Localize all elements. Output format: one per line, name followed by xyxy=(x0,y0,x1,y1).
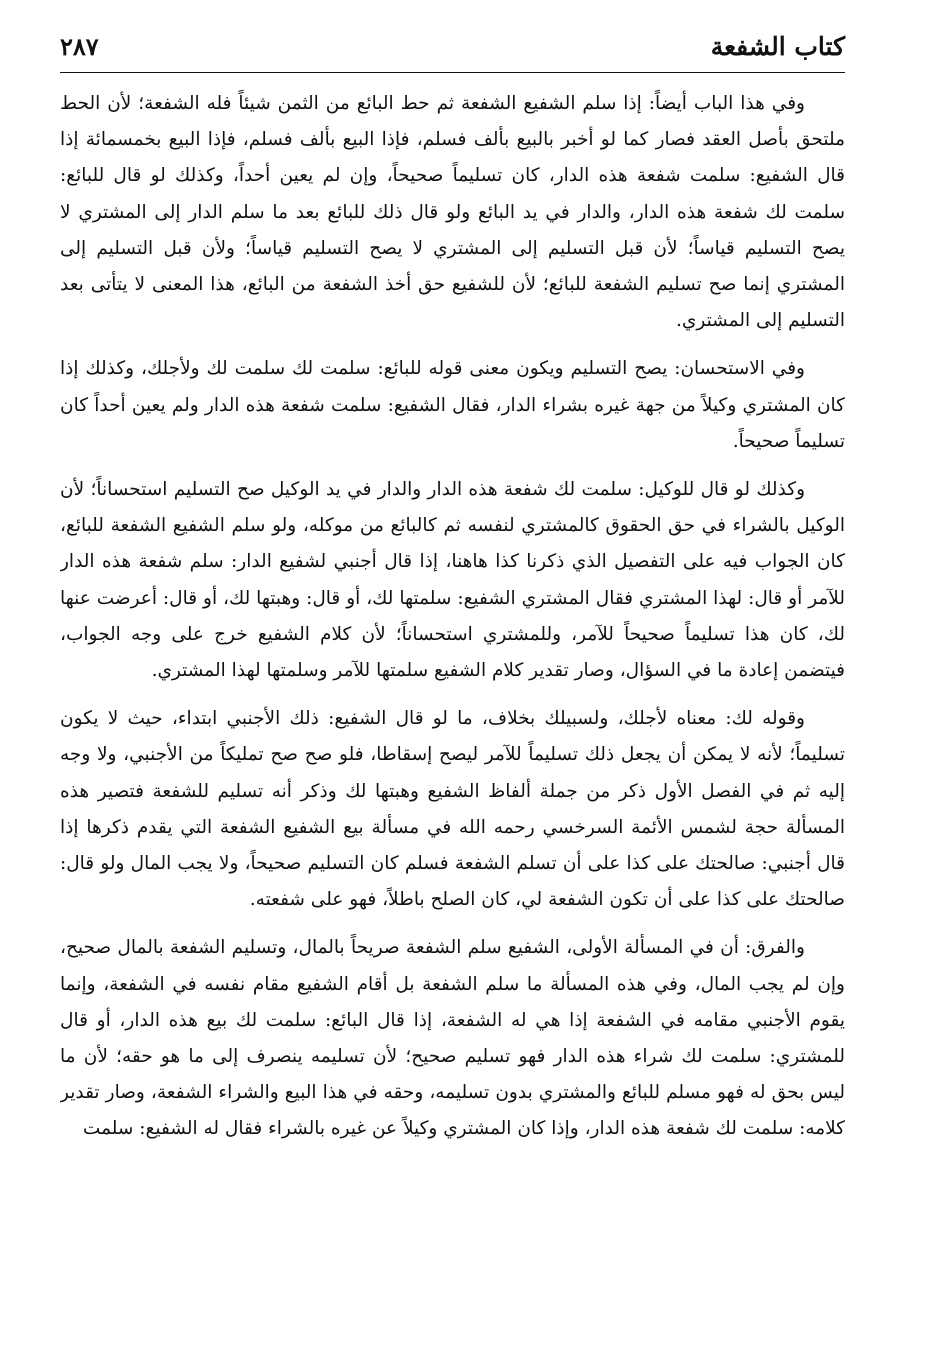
paragraph-2: وفي الاستحسان: يصح التسليم ويكون معنى قوله للبائع: سلمت لك سلمت لك ولأجلك، وكذلك إذا كان المشتري وكيلاً من جهة غيره بشراء الدار، فقال الشفيع: سلمت شفعة هذه الدار ولم يعين أحداً كان تسليماً صحيحاً. xyxy=(60,358,845,452)
paragraph-4: وقوله لك: معناه لأجلك، ولسبيلك بخلاف، ما لو قال الشفيع: ذلك الأجنبي ابتداء، حيث لا يكون تسليماً؛ لأنه لا يمكن أن يجعل ذلك تسليماً للآمر ليصح إسقاطا، فلو صح صح تمليكاً من الأجنبي، ولا وجه إليه ثم في الفصل الأول ذكر من جملة ألفاظ الشفيع وهبتها لك وذكر أنه تسليم للشفعة فتصير هذه المسألة حجة لشمس الأئمة السرخسي رحمه الله في مسألة بيع الشفيع الشفعة التي يقدم ذكرها إذا قال أجنبي: صالحتك على كذا على أن تسلم الشفعة فسلم كان التسليم صحيحاً، ولا يجب المال ولو قال: صالحتك على كذا على أن تكون الشفعة لي، كان الصلح باطلاً، فهو على شفعته. xyxy=(60,708,845,911)
page-number: ٢٨٧ xyxy=(60,32,99,61)
paragraph-5: والفرق: أن في المسألة الأولى، الشفيع سلم الشفعة صريحاً بالمال، وتسليم الشفعة بالمال صحيح، وإن لم يجب المال، وفي هذه المسألة ما سلم الشفعة بل أقام الشفيع مقام نفسه في الشفعة، وإنما يقوم الأجنبي مقامه في الشفعة إذا هي له الشفعة، إذا قال البائع: سلمت لك بيع هذه الدار، أو قال للمشتري: سلمت لك شراء هذه الدار فهو تسليم صحيح؛ لأن تسليمه ينصرف إلى ما هو حقه؛ لأن ما ليس بحق له فهو مسلم للبائع والمشتري بدون تسليمه، وحقه في هذا البيع والشراء الشفعة، وصار تقدير كلامه: سلمت لك شفعة هذه الدار، وإذا كان المشتري وكيلاً عن غيره بالشراء فقال له الشفيع: سلمت xyxy=(60,937,845,1140)
paragraph-1: وفي هذا الباب أيضاً: إذا سلم الشفيع الشفعة ثم حط البائع من الثمن شيئاً فله الشفعة؛ لأن الحط ملتحق بأصل العقد فصار كما لو أخبر بالبيع بألف فسلم، فإذا البيع بألف فسلم، فإذا البيع بخمسمائة إذا قال الشفيع: سلمت شفعة هذه الدار، كان تسليماً صحيحاً، وإن لم يعين أحداً، وكذلك لو قال للبائع: سلمت لك شفعة هذه الدار، والدار في يد البائع ولو قال ذلك للبائع بعد ما سلم الدار إلى المشتري لا يصح التسليم قياساً؛ لأن قبل التسليم إلى المشتري لا يصح التسليم قياساً؛ ولأن قبل التسليم إلى المشتري إنما صح تسليم الشفعة للبائع؛ لأن للشفيع حق أخذ الشفعة من البائع، هذا المعنى لا يتأتى بعد التسليم إلى المشتري. xyxy=(60,93,845,332)
paragraph-3: وكذلك لو قال للوكيل: سلمت لك شفعة هذه الدار والدار في يد الوكيل صح التسليم استحساناً؛ لأن الوكيل بالشراء في حق الحقوق كالمشتري لنفسه ثم كالبائع من موكله، ولو سلم الشفيع الشفعة للبائع، كان الجواب فيه على التفصيل الذي ذكرنا كذا هاهنا، إذا قال أجنبي لشفيع الدار: سلم شفعة هذه الدار للآمر أو قال: لهذا المشتري فقال المشتري الشفيع: سلمتها لك، أو قال: وهبتها لك، أو قال: أعرضت عنها لك، كان هذا تسليماً صحيحاً للآمر، وللمشتري استحساناً؛ لأن كلام الشفيع خرج على وجه الجواب، فيتضمن إعادة ما في السؤال، وصار تقدير كلام الشفيع سلمتها للآمر وسلمتها لهذا المشتري. xyxy=(60,479,845,682)
page-body xyxy=(60,86,845,1355)
book-title: كتاب الشفعة xyxy=(710,32,845,61)
page-header xyxy=(60,26,845,73)
